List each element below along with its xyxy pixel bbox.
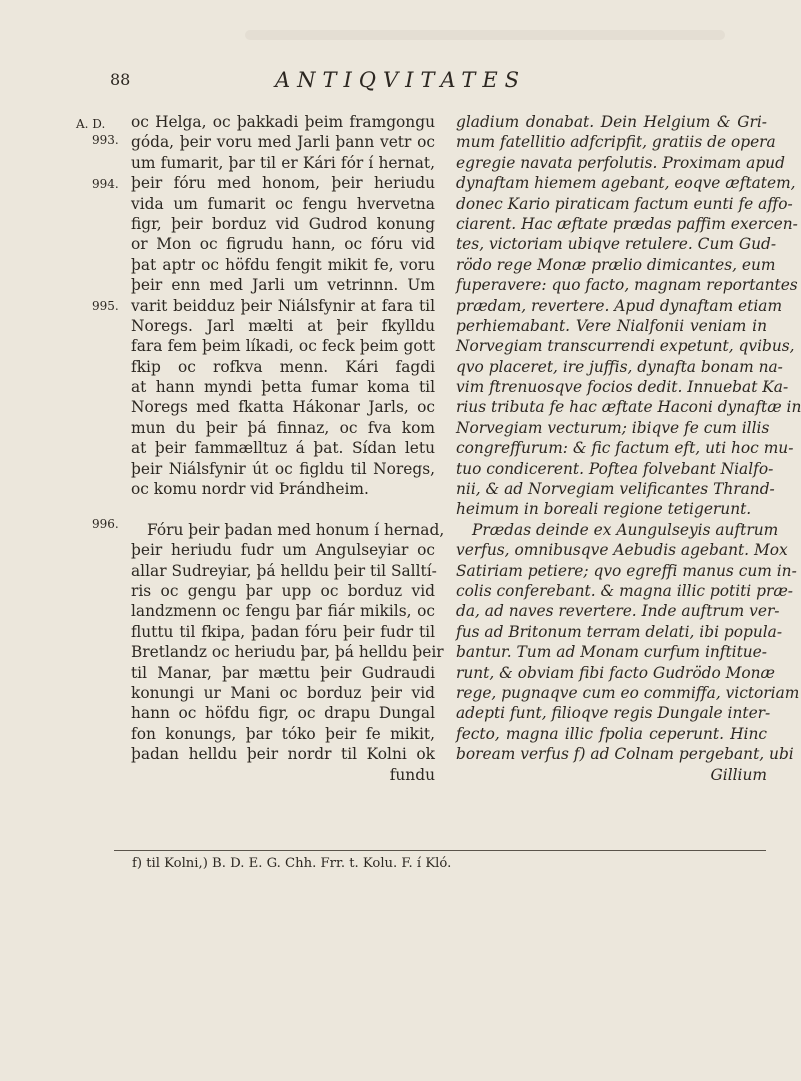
margin-year-996: 996. (92, 517, 119, 531)
text-line: Norvegiam vecturum; ibiqve fe cum illis (456, 418, 770, 437)
text-line: tes, victoriam ubiqve retulere. Cum Gud- (456, 235, 777, 254)
text-line: ciarent. Hac æftate prædas paffim exercen- (456, 214, 798, 233)
text-line: mum fatellitio adfcripfit, gratiis de opera (456, 133, 776, 152)
text-line: oc komu nordr vid Þrándheim. (131, 480, 369, 499)
text-line: colis conferebant. & magna illic potiti præ- (456, 581, 793, 600)
page-header (0, 70, 801, 94)
text-line: gladium donabat. Dein Helgium & Gri- (456, 113, 767, 131)
text-line: góda, þeir voru med Jarli þann vetr oc (131, 133, 435, 152)
text-line: fundu (389, 765, 435, 784)
text-line: þat aptr oc höfdu fengit mikit fe, voru (131, 255, 435, 274)
text-line: fuperavere: quo facto, magnam reportantes (456, 276, 798, 295)
text-line: egregie navata perfolutis. Proximam apud (456, 153, 785, 172)
text-line: Satiriam petiere; qvo egreffi manus cum in- (456, 561, 797, 580)
text-line: congreffurum: & fic factum eft, uti hoc mu- (456, 439, 794, 458)
text-line: adepti funt, filioqve regis Dungale inter- (456, 704, 771, 723)
text-line: rödo rege Monæ prælio dimicantes, eum (456, 255, 776, 274)
text-line: Norvegiam transcurrendi expetunt, qvibus, (456, 337, 795, 356)
text-line: um fumarit, þar til er Kári fór í hernat, (131, 153, 435, 172)
text-line: allar Sudreyiar, þá helldu þeir til Salltí- (131, 561, 437, 580)
running-title: ANTIQVITATES (274, 68, 527, 92)
text-line: donec Kario piraticam factum eunti fe affo- (456, 194, 793, 213)
margin-anno-domini: A. D. (76, 117, 106, 131)
text-line: vida um fumarit oc fengu hvervetna (131, 194, 435, 213)
text-line: vim ftrenuosqve focios dedit. Innuebat Ka- (456, 378, 789, 397)
footnote-divider (114, 850, 766, 851)
text-line: fus ad Britonum terram delati, ibi popula- (456, 622, 783, 641)
text-line: fara fem þeim líkadi, oc feck þeim gott (131, 337, 435, 356)
text-line: hann oc höfdu figr, oc drapu Dungal (131, 704, 435, 723)
text-line: at hann myndi þetta fumar koma til (131, 378, 435, 397)
text-line: konungi ur Mani oc borduz þeir vid (131, 683, 435, 702)
text-line: bantur. Tum ad Monam curfum inftitue- (456, 643, 767, 662)
footnote: f) til Kolni,) B. D. E. G. Chh. Frr. t. Kolu. F. í Kló. (132, 856, 452, 871)
text-line: rege, pugnaqve cum eo commiffa, victoriam (456, 683, 800, 702)
text-line: fkip oc rofkva menn. Kári fagdi (131, 357, 435, 376)
text-line: nii, & ad Norvegiam velificantes Thrand- (456, 480, 775, 499)
text-line: da, ad naves revertere. Inde auftrum ver- (456, 602, 780, 621)
text-line: varit beidduz þeir Niálsfynir at fara til (131, 296, 435, 315)
text-line: rius tributa fe hac æftate Haconi dynaftæ in (456, 398, 801, 417)
text-line: at þeir fammælltuz á þat. Sídan letu (131, 439, 435, 458)
text-line: fecto, magna illic fpolia ceperunt. Hinc (456, 724, 767, 743)
text-line: runt, & obviam fibi facto Gudrödo Monæ (456, 663, 776, 682)
text-line: þeir fóru med honom, þeir heriudu (131, 174, 435, 193)
text-line: perhiemabant. Vere Nialfonii veniam in (456, 316, 767, 335)
text-line: verfus, omnibusqve Aebudis agebant. Mox (456, 541, 788, 560)
text-line: oc Helga, oc þakkadi þeim framgongu (131, 113, 435, 131)
text-line: fon konungs, þar tóko þeir fe mikit, (131, 724, 435, 743)
text-line: qvo placeret, ire juffis, dynafta bonam na- (456, 357, 783, 376)
text-line: tuo condicerent. Poftea folvebant Nialfo- (456, 459, 774, 478)
margin-year-993: 993. (92, 133, 119, 147)
text-line: prædam, revertere. Apud dynaftam etiam (456, 296, 783, 315)
latin-translation-column (456, 112, 801, 785)
text-line: mun du þeir þá finnaz, oc fva kom (131, 418, 435, 437)
text-line: Noregs. Jarl mælti at þeir fkylldu (131, 316, 435, 335)
text-line: þeir heriudu fudr um Angulseyiar oc (131, 541, 435, 560)
paper-bleed-through (245, 30, 725, 40)
text-line: Prædas deinde ex Aungulseyis auftrum (472, 520, 779, 539)
icelandic-text-column (131, 112, 445, 785)
page-number: 88 (110, 70, 131, 89)
text-line: ris oc gengu þar upp oc borduz vid (131, 581, 435, 600)
text-line: boream verfus f) ad Colnam pergebant, ubi (456, 745, 794, 764)
text-line: heimum in boreali regione tetigerunt. (456, 500, 752, 519)
text-line: figr, þeir borduz vid Gudrod konung (131, 214, 435, 233)
text-line (131, 499, 435, 519)
margin-year-994: 994. (92, 177, 119, 191)
text-line: dynaftam hiemem agebant, eoqve æftatem, (456, 174, 796, 193)
text-line: Fóru þeir þadan med honum í hernad, (147, 520, 445, 539)
text-line: þeir enn med Jarli um vetrinnn. Um (131, 276, 435, 295)
text-line: Bretlandz oc heriudu þar, þá helldu þeir (131, 643, 444, 662)
text-line: fluttu til fkipa, þadan fóru þeir fudr til (131, 622, 435, 641)
text-line: Gillium (710, 765, 767, 784)
margin-year-995: 995. (92, 299, 119, 313)
text-line: Noregs med fkatta Hákonar Jarls, oc (131, 398, 435, 417)
text-line: þadan helldu þeir nordr til Kolni ok (131, 745, 435, 764)
text-line: þeir Niálsfynir út oc figldu til Noregs, (131, 459, 435, 478)
text-line: landzmenn oc fengu þar fiár mikils, oc (131, 602, 435, 621)
text-line: or Mon oc figrudu hann, oc fóru vid (131, 235, 435, 254)
text-line: til Manar, þar mættu þeir Gudraudi (131, 663, 435, 682)
